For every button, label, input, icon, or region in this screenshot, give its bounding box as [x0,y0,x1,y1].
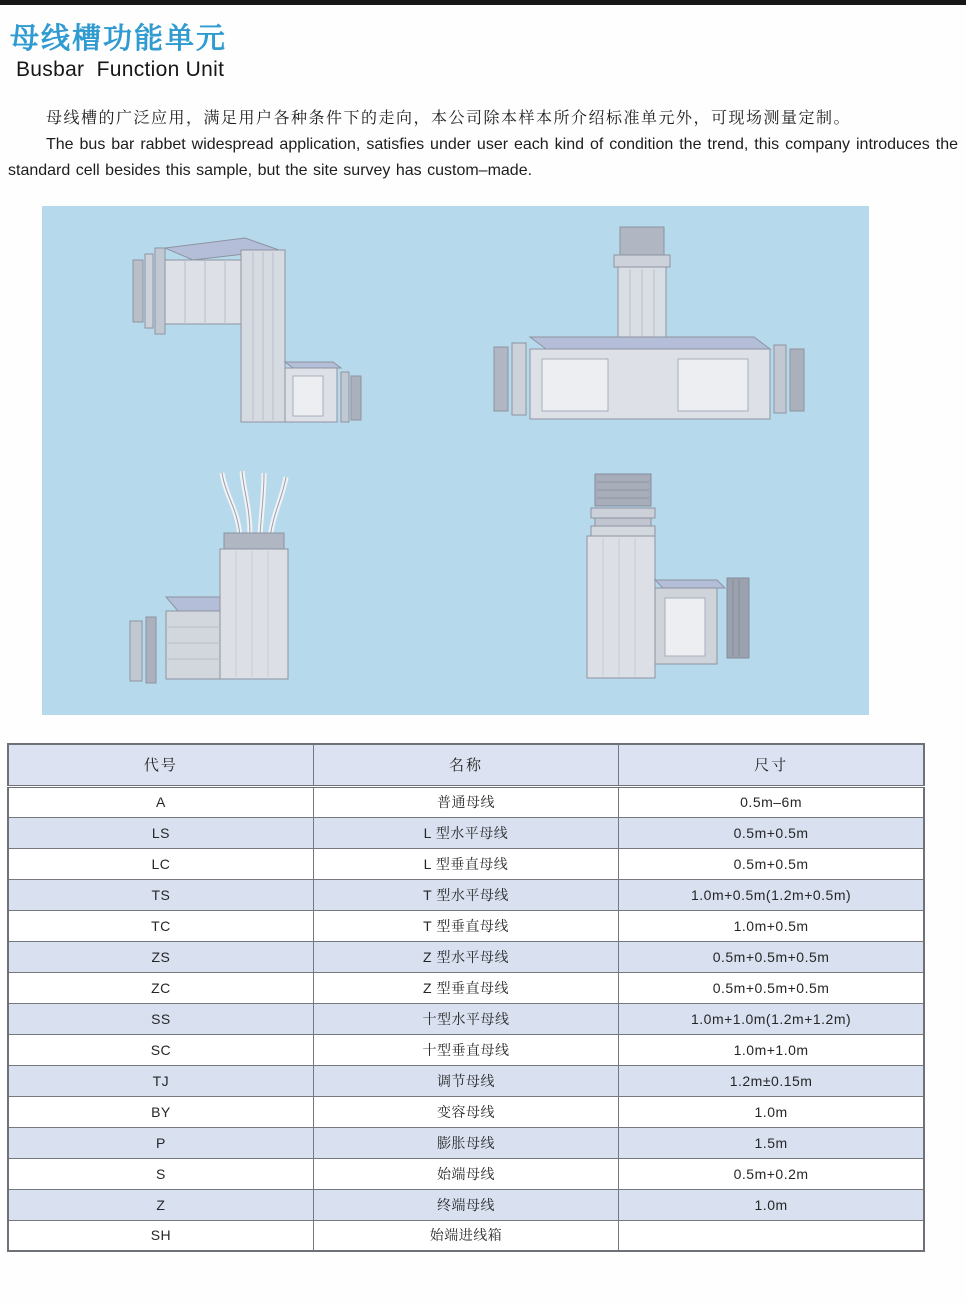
table-cell: 始端进线箱 [313,1220,618,1251]
table-cell [619,1220,924,1251]
table-cell: 1.0m [619,1096,924,1127]
table-cell: L 型垂直母线 [313,848,618,879]
table-cell: 终端母线 [313,1189,618,1220]
l-type-vertical-busbar-photo [507,468,757,703]
intro-paragraph-en: The bus bar rabbet widespread application, satisfies under user each kind of condition the trend, this company introduces the standard cell besides this sample, but the site survey has custom–made. [8,136,958,179]
intro-block [8,106,958,184]
table-row [8,786,924,817]
table-row [8,910,924,941]
table-cell: 0.5m+0.2m [619,1158,924,1189]
table-row [8,941,924,972]
product-photo-panel [42,206,869,715]
table-cell: SC [8,1034,313,1065]
table-cell: LC [8,848,313,879]
table-cell: 始端母线 [313,1158,618,1189]
intro-paragraph-zh: 母线槽的广泛应用，满足用户各种条件下的走向，本公司除本样本所介绍标准单元外，可现场测量定制。 [46,110,852,127]
table-cell: 1.0m+0.5m(1.2m+0.5m) [619,879,924,910]
table-row [8,817,924,848]
t-type-busbar-photo [472,221,812,451]
table-cell: BY [8,1096,313,1127]
table-cell: ZS [8,941,313,972]
start-end-feeder-busbar-photo [122,471,372,706]
table-cell: 1.0m [619,1189,924,1220]
table-row [8,972,924,1003]
table-cell: 0.5m–6m [619,786,924,817]
table-cell: 1.5m [619,1127,924,1158]
table-cell: T 型水平母线 [313,879,618,910]
table-header [8,744,924,786]
table-cell: SH [8,1220,313,1251]
table-cell: 十型垂直母线 [313,1034,618,1065]
table-cell: T 型垂直母线 [313,910,618,941]
table-row [8,848,924,879]
table-row [8,1189,924,1220]
table-cell: L 型水平母线 [313,817,618,848]
table-cell: S [8,1158,313,1189]
table-cell: 1.0m+0.5m [619,910,924,941]
table-cell: 1.0m+1.0m(1.2m+1.2m) [619,1003,924,1034]
page-title-en: Busbar Function Unit [16,58,225,81]
table-cell: 变容母线 [313,1096,618,1127]
table-cell: 1.0m+1.0m [619,1034,924,1065]
table-cell: SS [8,1003,313,1034]
table-cell: TJ [8,1065,313,1096]
table-row [8,1220,924,1251]
page-top-rule [0,0,966,5]
table-cell: Z 型垂直母线 [313,972,618,1003]
table-cell: Z 型水平母线 [313,941,618,972]
table-cell: TS [8,879,313,910]
table-cell: TC [8,910,313,941]
page-title-zh: 母线槽功能单元 [10,23,228,55]
table-row [8,1003,924,1034]
table-cell: Z [8,1189,313,1220]
table-header-row [8,744,924,786]
table-cell: 调节母线 [313,1065,618,1096]
table-row [8,1096,924,1127]
table-cell: ZC [8,972,313,1003]
table-row [8,1158,924,1189]
table-cell: LS [8,817,313,848]
table-body [8,786,924,1251]
table-row [8,1065,924,1096]
z-type-horizontal-busbar-photo [127,216,387,456]
table-cell: 0.5m+0.5m [619,848,924,879]
column-header-size: 尺寸 [619,744,924,786]
table-cell: 1.2m±0.15m [619,1065,924,1096]
table-cell: 普通母线 [313,786,618,817]
table-cell: A [8,786,313,817]
table-cell: P [8,1127,313,1158]
column-header-code: 代号 [8,744,313,786]
table-row [8,1034,924,1065]
busbar-spec-table [7,743,925,1252]
table-row [8,879,924,910]
table-cell: 0.5m+0.5m+0.5m [619,941,924,972]
table-cell: 膨胀母线 [313,1127,618,1158]
table-row [8,1127,924,1158]
table-cell: 0.5m+0.5m [619,817,924,848]
column-header-name: 名称 [313,744,618,786]
table-cell: 0.5m+0.5m+0.5m [619,972,924,1003]
table-cell: 十型水平母线 [313,1003,618,1034]
